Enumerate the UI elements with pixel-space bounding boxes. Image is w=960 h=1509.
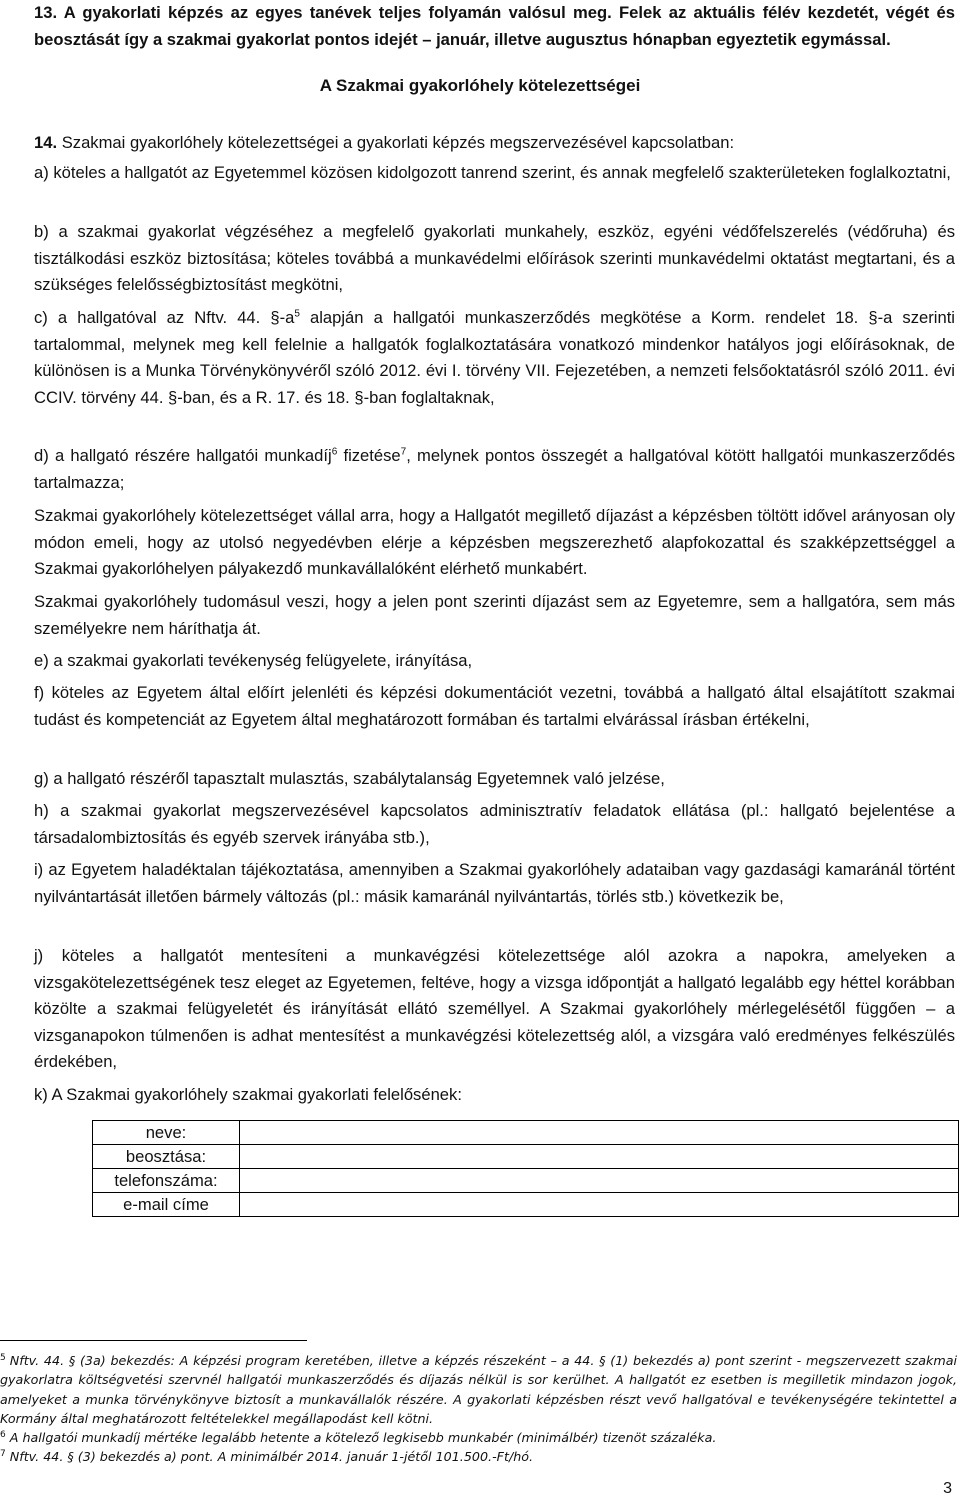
footnote-ref-5: 5: [294, 308, 300, 320]
paragraph-14-number: 14.: [34, 133, 58, 152]
section-heading: A Szakmai gyakorlóhely kötelezettségei: [319, 76, 641, 95]
footnote-separator: [0, 1340, 307, 1341]
item-a: a) köteles a hallgatót az Egyetemmel közösen kidolgozott tanrend szerint, és annak megfelelő szakterületeken foglalkoztatni,: [34, 163, 951, 182]
footnote-6: [0, 1428, 957, 1447]
footnote-5-text: Nftv. 44. § (3a) bekezdés: A képzési program keretében, illetve a képzés részeként – a 44. § (1) bekezdés a) pont szerint - megszervezett szakmai gyakorlatra költségvetési szervnél hallgatói munkaszerződés és díjazás nélkül is sor kerülhet. A hallgatót ez esetben is megilletik mindazon jogok, amelyeket a munka törvénykönyve biztosít a munkavállalók részére. A gyakorlati képzésben részt vevő hallgatóval e tevékenységére tekintettel a Kormány által meghatározott feltételekkel megállapodást kell kötni.: [0, 1353, 957, 1426]
contact-value-email: [240, 1193, 959, 1217]
contact-label-phone: telefonszáma:: [93, 1169, 240, 1193]
footnote-5: [0, 1351, 957, 1428]
paragraph-13: 13. A gyakorlati képzés az egyes tanévek teljes folyamán valósul meg. Felek az aktuális félév kezdetét, végét és beosztását így a szakmai gyakorlat pontos idejét – január, illetve augusztus hónapban egyeztetik egymással.: [34, 3, 955, 49]
contact-row: [93, 1145, 959, 1169]
footnote-ref-7: 7: [400, 446, 407, 458]
footnote-6-text: A hallgatói munkadíj mértéke legalább hetente a kötelező legkisebb munkabér (minimálbér) tizenöt százaléka.: [9, 1430, 717, 1445]
item-c: [34, 305, 955, 411]
item-d-part1: d) a hallgató részére hallgatói munkadíj: [34, 446, 332, 465]
item-g: g) a hallgató részéről tapasztalt mulasztás, szabálytalanság Egyetemnek való jelzése,: [34, 769, 665, 788]
paragraph-14: [34, 130, 955, 157]
item-j: j) köteles a hallgatót mentesíteni a munkavégzési kötelezettsége alól azokra a napokra, amelyeken a vizsgakötelezettségének tesz eleget az Egyetemen, feltéve, hogy a vizsga időpontját a hallgató legalább egy héttel korábban közölte a szakmai felügyeletét és irányítását ellátó személlyel. A Szakmai gyakorlóhely mérlegelésétől függően – a vizsganapokon túlmenően is adhat mentesítést a munkavégzési kötelezettség alól, a vizsgára való eredményes felkészülés érdekében,: [34, 946, 955, 1071]
page-number: 3: [943, 1480, 952, 1497]
item-d-extra-2: Szakmai gyakorlóhely tudomásul veszi, hogy a jelen pont szerinti díjazást sem az Egyetemre, sem a hallgatóra, sem más személyekre nem háríthatja át.: [34, 592, 955, 638]
item-d-part3: , melynek pontos összegét a hallgatóval kötött hallgatói munkaszerződés tartalmazza;: [34, 446, 955, 492]
item-c-part1: c) a hallgatóval az Nftv. 44. §-a: [34, 308, 295, 327]
footnote-7-number: 7: [0, 1448, 6, 1459]
item-d: [34, 443, 955, 496]
footnote-5-number: 5: [0, 1352, 6, 1363]
contact-row: [93, 1169, 959, 1193]
item-c-part2: alapján a hallgatói munkaszerződés megkötése a Korm. rendelet 18. §-a szerinti tartalommal, melynek meg kell felelnie a hallgatók foglalkoztatására vonatkozó mindenkor hatályos jogi előírásoknak, de különösen is a Munka Törvénykönyvéről szóló 2012. évi I. törvény VII. Fejezetében, a nemzeti felsőoktatásról szóló 2011. évi CCIV. törvény 44. §-ban, és a R. 17. és 18. §-ban foglaltaknak,: [34, 308, 955, 407]
footnote-7: [0, 1447, 957, 1466]
item-b: b) a szakmai gyakorlat végzéséhez a megfelelő gyakorlati munkahely, eszköz, egyéni védőfelszerelés (védőruha) és tisztálkodási eszköz biztosítása; köteles továbbá a munkavédelmi előírások szerinti munkavédelmi oktatást megtartani, és a szükséges felelősségbiztosítást megkötni,: [34, 222, 955, 294]
item-d-part2: fizetése: [337, 446, 401, 465]
item-d-extra-1: Szakmai gyakorlóhely kötelezettséget vállal arra, hogy a Hallgatót megillető díjazást a képzésben töltött idővel arányosan oly módon emeli, hogy az utolsó negyedévben elérje a képzésben megszerezhető alapfokozattal és szakképzettséggel a Szakmai gyakorlóhelyen pályakezdő munkavállalóként elérhető munkabért.: [34, 506, 955, 578]
footnote-7-text: Nftv. 44. § (3) bekezdés a) pont. A minimálbér 2014. január 1-jétől 101.500.-Ft/hó.: [9, 1449, 534, 1464]
contact-value-name: [240, 1121, 959, 1145]
contact-row: [93, 1193, 959, 1217]
contact-label-name: neve:: [93, 1121, 240, 1145]
contact-label-position: beosztása:: [93, 1145, 240, 1169]
contact-value-phone: [240, 1169, 959, 1193]
item-i: i) az Egyetem haladéktalan tájékoztatása, amennyiben a Szakmai gyakorlóhely adataiban vagy gazdasági kamaránál történt nyilvántartását illetően bármely változás (pl.: másik kamaránál nyilvántartás, törlés stb.) következik be,: [34, 860, 955, 906]
item-f: f) köteles az Egyetem által előírt jelenléti és képzési dokumentációt vezetni, továbbá a hallgató által elsajátított szakmai tudást és kompetenciát az Egyetem által meghatározott formában és tartalmi elvárással írásban értékelni,: [34, 683, 955, 729]
contact-label-email: e-mail címe: [93, 1193, 240, 1217]
contact-table: [92, 1120, 959, 1217]
footnote-6-number: 6: [0, 1429, 6, 1440]
paragraph-14-text: Szakmai gyakorlóhely kötelezettségei a gyakorlati képzés megszervezésével kapcsolatban:: [61, 133, 735, 152]
footnote-ref-6: 6: [331, 446, 338, 458]
item-h: h) a szakmai gyakorlat megszervezésével kapcsolatos adminisztratív feladatok ellátása (pl.: hallgató bejelentése a társadalombiztosítás és egyéb szervek irányába stb.),: [34, 801, 955, 847]
item-e: e) a szakmai gyakorlati tevékenység felügyelete, irányítása,: [34, 651, 473, 670]
contact-row: [93, 1121, 959, 1145]
item-k: k) A Szakmai gyakorlóhely szakmai gyakorlati felelősének:: [34, 1085, 462, 1104]
contact-value-position: [240, 1145, 959, 1169]
